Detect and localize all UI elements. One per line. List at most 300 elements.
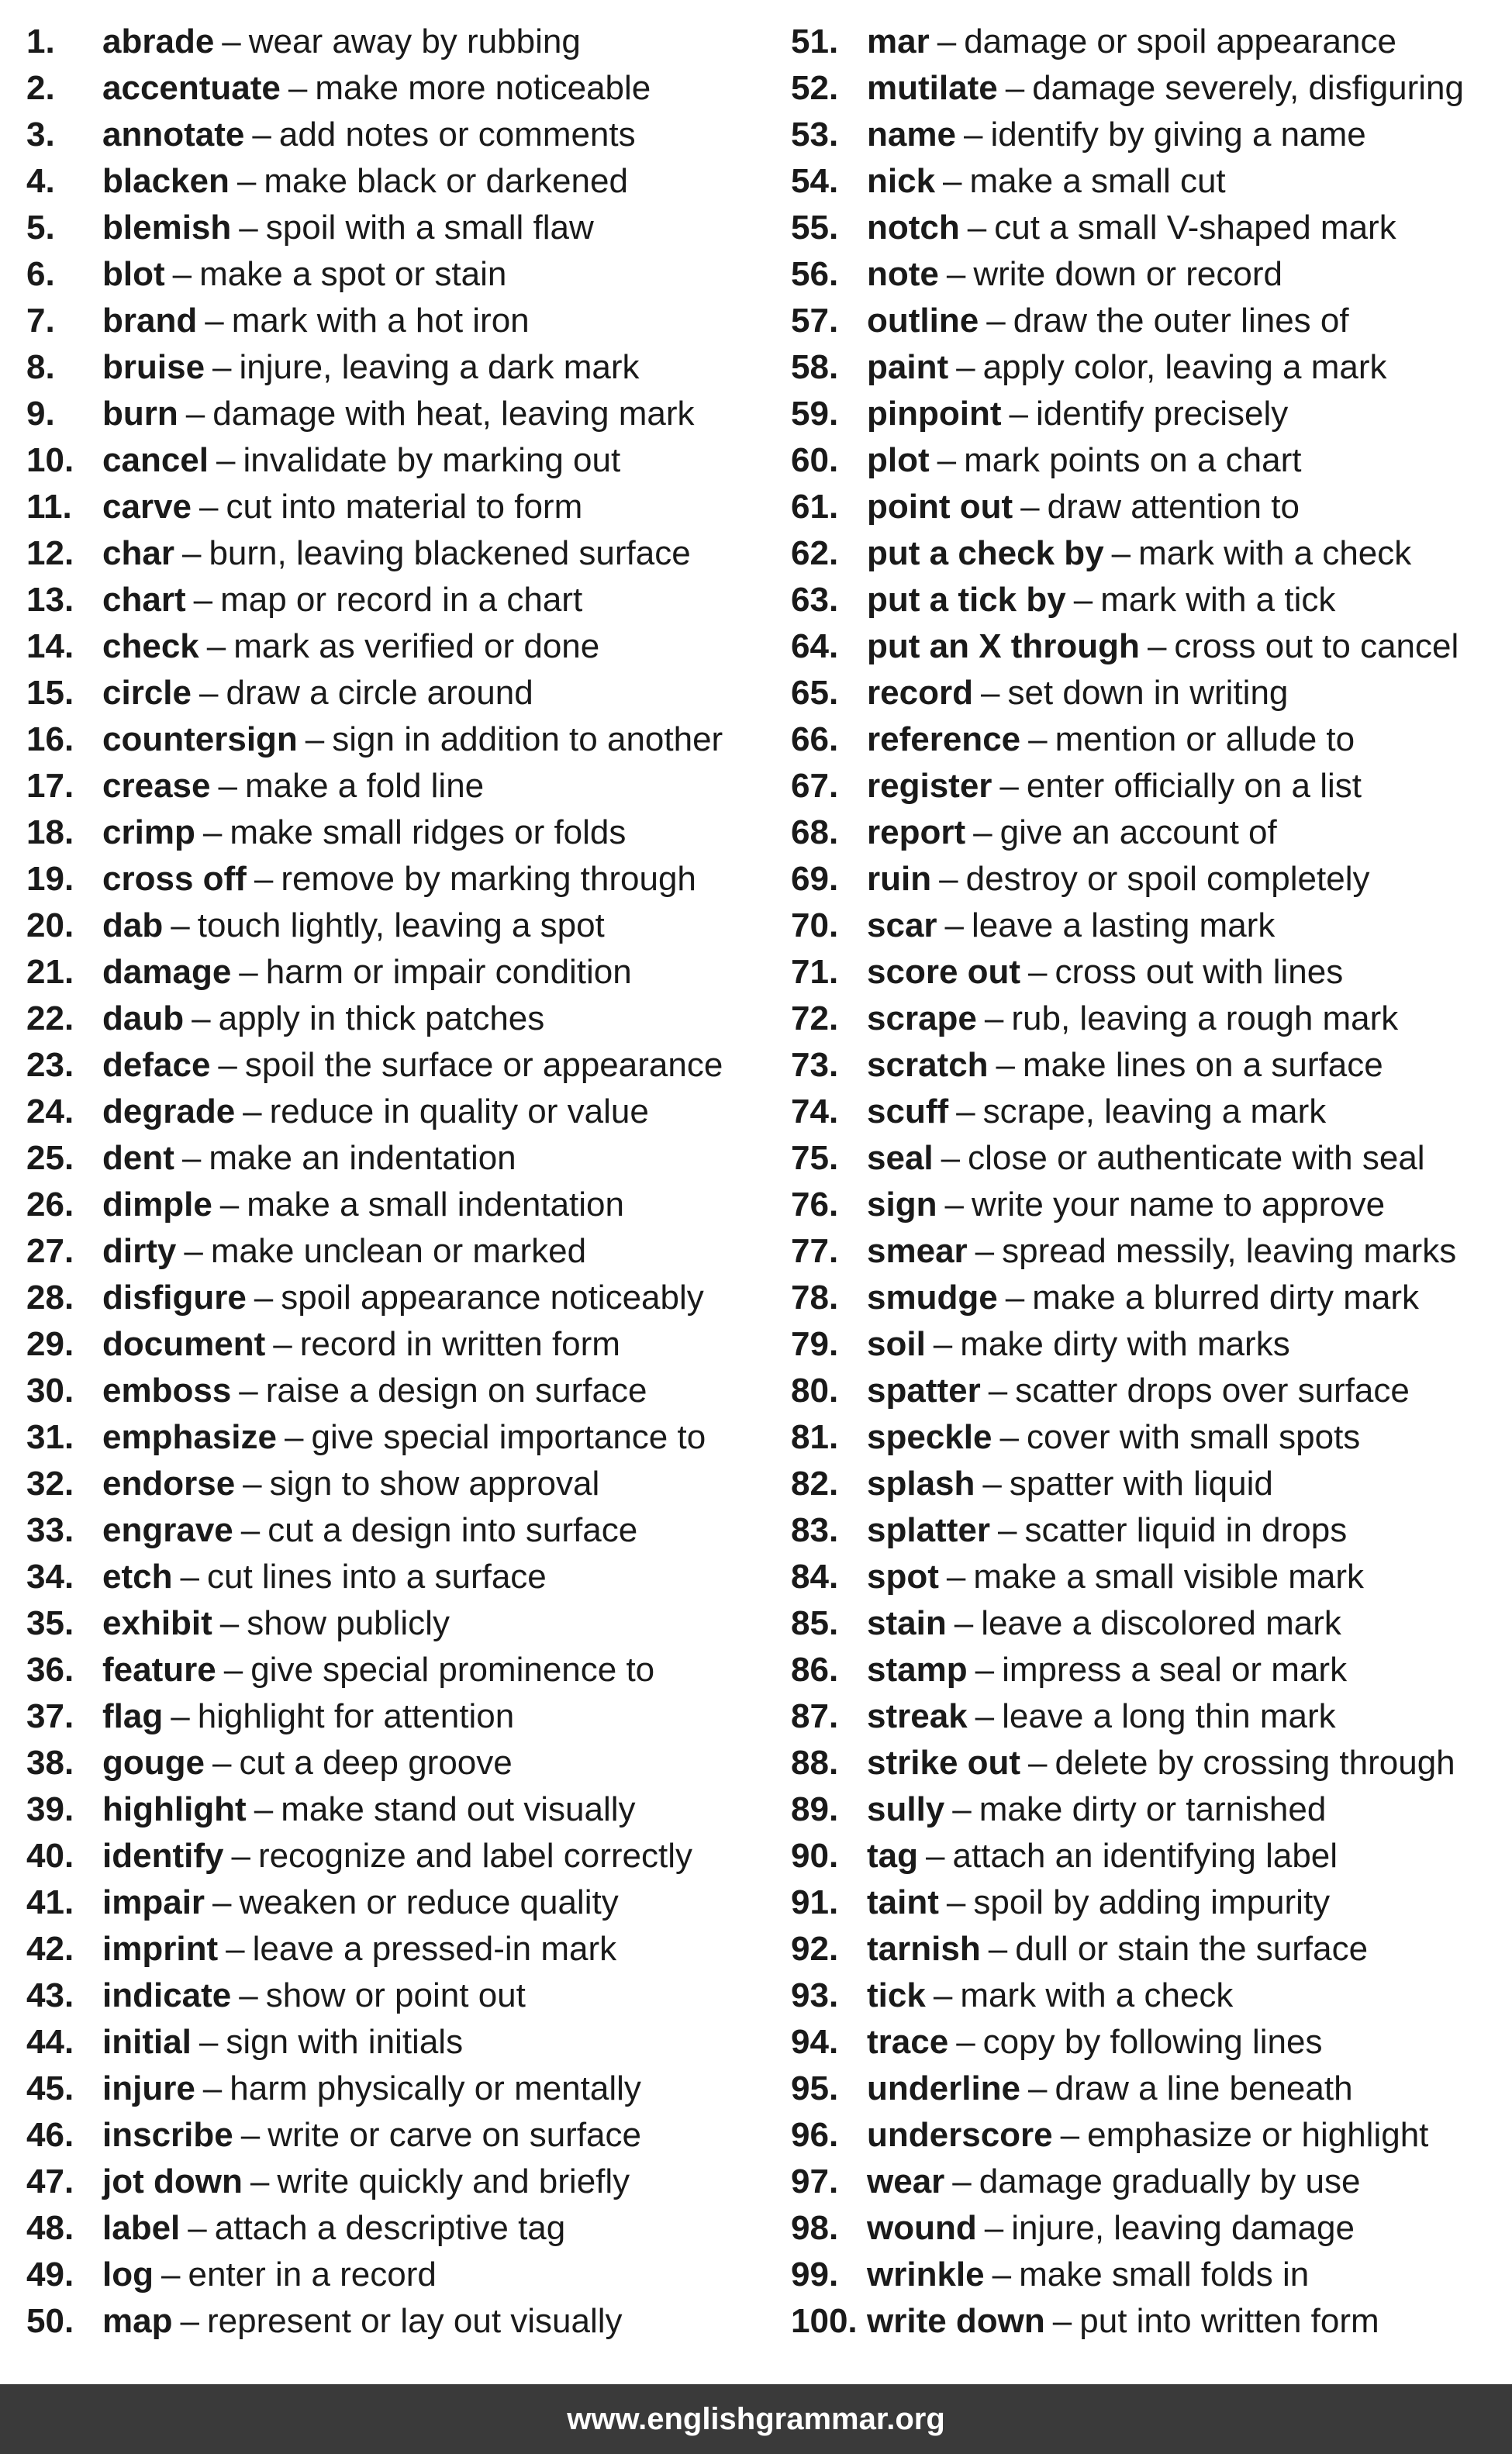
item-number: 47.: [26, 2162, 74, 2200]
item-number: 96.: [791, 2116, 839, 2154]
item-definition: damage gradually by use: [979, 2162, 1361, 2200]
item-word: flag: [102, 1697, 164, 1735]
list-item: [791, 1089, 1512, 1135]
item-word: sully: [867, 1790, 945, 1828]
list-item: [791, 437, 1512, 484]
list-item: [26, 1042, 794, 1089]
list-item: [791, 251, 1512, 298]
item-word: impair: [102, 1883, 205, 1921]
item-number: 89.: [791, 1790, 839, 1828]
item-word: taint: [867, 1883, 939, 1921]
item-definition: make lines on a surface: [1023, 1046, 1383, 1084]
list-item: [791, 484, 1512, 530]
item-definition: put into written form: [1079, 2302, 1379, 2340]
item-number: 42.: [26, 1930, 74, 1968]
item-definition: enter officially on a list: [1026, 767, 1362, 805]
item-word: reference: [867, 720, 1021, 758]
item-separator: –: [171, 906, 190, 944]
item-definition: spoil with a small flaw: [265, 209, 594, 247]
item-number: 94.: [791, 2023, 839, 2061]
list-item: [26, 716, 794, 763]
list-item: [26, 577, 794, 623]
item-separator: –: [243, 1465, 262, 1503]
item-word: accentuate: [102, 69, 281, 107]
item-word: scratch: [867, 1046, 989, 1084]
item-number: 57.: [791, 302, 839, 340]
list-item: [26, 1275, 794, 1321]
item-separator: –: [199, 488, 219, 526]
item-definition: make a small indentation: [247, 1186, 624, 1224]
item-number: 8.: [26, 348, 55, 386]
item-number: 52.: [791, 69, 839, 107]
item-separator: –: [975, 1232, 995, 1270]
item-number: 62.: [791, 534, 839, 572]
item-definition: make a small cut: [969, 162, 1226, 200]
item-separator: –: [980, 674, 1000, 712]
item-definition: sign to show approval: [269, 1465, 600, 1503]
item-definition: write quickly and briefly: [277, 2162, 630, 2200]
list-item: [791, 1368, 1512, 1414]
item-number: 65.: [791, 674, 839, 712]
item-number: 15.: [26, 674, 74, 712]
item-separator: –: [180, 1558, 199, 1596]
item-definition: spoil appearance noticeably: [281, 1279, 704, 1317]
list-item: [26, 2066, 794, 2112]
item-definition: make small ridges or folds: [230, 813, 627, 851]
item-word: dimple: [102, 1186, 212, 1224]
item-separator: –: [193, 581, 213, 619]
item-definition: delete by crossing through: [1055, 1744, 1455, 1782]
item-word: jot down: [102, 2162, 243, 2200]
list-item: [26, 1507, 794, 1554]
item-definition: cross out with lines: [1055, 953, 1344, 991]
item-separator: –: [1052, 2302, 1072, 2340]
item-word: label: [102, 2209, 181, 2247]
item-number: 21.: [26, 953, 74, 991]
item-number: 5.: [26, 209, 55, 247]
item-word: disfigure: [102, 1279, 247, 1317]
item-separator: –: [202, 2069, 223, 2107]
item-word: engrave: [102, 1511, 233, 1549]
item-word: annotate: [102, 116, 245, 154]
item-number: 44.: [26, 2023, 74, 2061]
list-item: [791, 2112, 1512, 2159]
item-definition: cut a design into surface: [268, 1511, 638, 1549]
item-word: endorse: [102, 1465, 236, 1503]
item-number: 40.: [26, 1837, 74, 1875]
item-word: wound: [867, 2209, 977, 2247]
item-word: score out: [867, 953, 1021, 991]
item-separator: –: [1020, 488, 1040, 526]
list-item: [26, 1368, 794, 1414]
item-word: underline: [867, 2069, 1021, 2107]
item-separator: –: [963, 116, 983, 154]
list-item: [26, 2019, 794, 2066]
item-word: tick: [867, 1976, 926, 2014]
item-number: 28.: [26, 1279, 74, 1317]
list-item: [791, 1042, 1512, 1089]
list-item: [26, 1461, 794, 1507]
item-word: gouge: [102, 1744, 205, 1782]
item-number: 7.: [26, 302, 55, 340]
item-word: spot: [867, 1558, 939, 1596]
item-definition: set down in writing: [1007, 674, 1289, 712]
item-number: 41.: [26, 1883, 74, 1921]
list-item: [791, 903, 1512, 949]
list-item: [791, 1507, 1512, 1554]
item-separator: –: [946, 255, 966, 293]
list-item: [26, 1228, 794, 1275]
item-word: brand: [102, 302, 198, 340]
item-separator: –: [943, 162, 962, 200]
item-number: 36.: [26, 1651, 74, 1689]
item-definition: make an indentation: [209, 1139, 516, 1177]
item-number: 81.: [791, 1418, 839, 1456]
item-definition: make black or darkened: [264, 162, 628, 200]
item-separator: –: [1060, 2116, 1080, 2154]
item-number: 74.: [791, 1092, 839, 1130]
item-word: cancel: [102, 441, 209, 479]
item-definition: impress a seal or mark: [1002, 1651, 1348, 1689]
item-separator: –: [952, 2162, 972, 2200]
item-definition: spoil by adding impurity: [973, 1883, 1331, 1921]
list-item: [26, 1135, 794, 1182]
list-item: [26, 391, 794, 437]
list-item: [791, 949, 1512, 996]
list-item: [791, 2159, 1512, 2205]
item-word: register: [867, 767, 992, 805]
item-separator: –: [997, 1511, 1017, 1549]
item-separator: –: [988, 1930, 1008, 1968]
list-item: [791, 670, 1512, 716]
item-definition: mark with a check: [960, 1976, 1234, 2014]
list-item: [791, 1182, 1512, 1228]
item-definition: make stand out visually: [281, 1790, 636, 1828]
item-number: 60.: [791, 441, 839, 479]
item-separator: –: [984, 999, 1004, 1037]
list-item: [791, 1879, 1512, 1926]
item-definition: draw the outer lines of: [1013, 302, 1349, 340]
item-word: highlight: [102, 1790, 247, 1828]
list-item: [791, 623, 1512, 670]
item-word: log: [102, 2256, 154, 2294]
item-definition: remove by marking through: [281, 860, 696, 898]
item-number: 98.: [791, 2209, 839, 2247]
list-item: [26, 344, 794, 391]
item-definition: damage with heat, leaving mark: [212, 395, 695, 433]
list-item: [791, 1973, 1512, 2019]
item-definition: mark as verified or done: [233, 627, 600, 665]
item-number: 25.: [26, 1139, 74, 1177]
item-separator: –: [184, 1232, 203, 1270]
item-number: 17.: [26, 767, 74, 805]
item-separator: –: [1028, 2069, 1048, 2107]
item-word: dent: [102, 1139, 174, 1177]
item-word: emphasize: [102, 1418, 277, 1456]
list-item: [791, 1833, 1512, 1879]
item-separator: –: [180, 2302, 199, 2340]
item-number: 50.: [26, 2302, 74, 2340]
item-number: 30.: [26, 1372, 74, 1410]
list-item: [26, 251, 794, 298]
item-definition: injure, leaving damage: [1011, 2209, 1355, 2247]
list-item: [791, 298, 1512, 344]
item-definition: make a blurred dirty mark: [1032, 1279, 1420, 1317]
item-word: tarnish: [867, 1930, 981, 1968]
item-number: 22.: [26, 999, 74, 1037]
item-word: sign: [867, 1186, 937, 1224]
item-word: nick: [867, 162, 936, 200]
item-number: 51.: [791, 22, 839, 60]
item-number: 54.: [791, 162, 839, 200]
item-number: 58.: [791, 348, 839, 386]
item-definition: show or point out: [265, 1976, 526, 2014]
item-definition: make a fold line: [244, 767, 485, 805]
item-word: note: [867, 255, 939, 293]
list-item: [26, 2205, 794, 2252]
item-number: 24.: [26, 1092, 74, 1130]
item-number: 63.: [791, 581, 839, 619]
item-definition: write or carve on surface: [268, 2116, 641, 2154]
list-item: [26, 670, 794, 716]
item-definition: cut a deep groove: [239, 1744, 513, 1782]
item-definition: invalidate by marking out: [243, 441, 621, 479]
item-definition: spoil the surface or appearance: [244, 1046, 723, 1084]
item-definition: mention or allude to: [1055, 720, 1355, 758]
item-word: speckle: [867, 1418, 992, 1456]
item-word: degrade: [102, 1092, 236, 1130]
item-word: char: [102, 534, 174, 572]
item-number: 4.: [26, 162, 55, 200]
item-definition: make dirty or tarnished: [979, 1790, 1327, 1828]
item-number: 11.: [26, 488, 72, 526]
item-number: 84.: [791, 1558, 839, 1596]
item-separator: –: [239, 1976, 258, 2014]
item-word: stain: [867, 1604, 947, 1642]
item-number: 31.: [26, 1418, 74, 1456]
item-number: 49.: [26, 2256, 74, 2294]
item-separator: –: [1147, 627, 1167, 665]
item-separator: –: [937, 22, 957, 60]
item-separator: –: [254, 1790, 274, 1828]
list-item: [791, 1740, 1512, 1786]
item-separator: –: [205, 302, 224, 340]
item-definition: apply color, leaving a mark: [982, 348, 1387, 386]
item-definition: write your name to approve: [971, 1186, 1386, 1224]
item-separator: –: [967, 209, 987, 247]
item-definition: mark with a tick: [1100, 581, 1336, 619]
item-word: dab: [102, 906, 164, 944]
item-separator: –: [973, 813, 992, 851]
list-item: [26, 1321, 794, 1368]
item-definition: identify by giving a name: [990, 116, 1366, 154]
item-separator: –: [999, 767, 1019, 805]
list-item: [26, 1600, 794, 1647]
list-item: [791, 158, 1512, 205]
item-word: scar: [867, 906, 937, 944]
item-separator: –: [198, 674, 219, 712]
item-word: countersign: [102, 720, 298, 758]
item-number: 12.: [26, 534, 74, 572]
item-number: 1.: [26, 22, 55, 60]
list-item: [791, 809, 1512, 856]
item-separator: –: [933, 1325, 953, 1363]
list-item: [791, 996, 1512, 1042]
list-item: [26, 484, 794, 530]
item-number: 86.: [791, 1651, 839, 1689]
item-separator: –: [952, 1790, 972, 1828]
item-number: 92.: [791, 1930, 839, 1968]
item-separator: –: [239, 1372, 258, 1410]
item-definition: touch lightly, leaving a spot: [197, 906, 605, 944]
item-number: 87.: [791, 1697, 839, 1735]
list-item: [791, 2252, 1512, 2298]
item-number: 45.: [26, 2069, 74, 2107]
item-word: outline: [867, 302, 979, 340]
footer-banner: [0, 2384, 1512, 2454]
item-number: 55.: [791, 209, 839, 247]
item-number: 93.: [791, 1976, 839, 2014]
item-number: 3.: [26, 116, 55, 154]
item-number: 39.: [26, 1790, 74, 1828]
item-word: point out: [867, 488, 1013, 526]
item-definition: burn, leaving blackened surface: [209, 534, 691, 572]
item-separator: –: [161, 2256, 181, 2294]
item-word: blacken: [102, 162, 230, 200]
list-item: [791, 1414, 1512, 1461]
item-word: put a check by: [867, 534, 1104, 572]
item-word: etch: [102, 1558, 173, 1596]
item-number: 90.: [791, 1837, 839, 1875]
list-item: [26, 112, 794, 158]
item-word: put a tick by: [867, 581, 1066, 619]
item-word: wear: [867, 2162, 945, 2200]
item-definition: apply in thick patches: [218, 999, 545, 1037]
item-number: 2.: [26, 69, 55, 107]
item-number: 97.: [791, 2162, 839, 2200]
list-item: [791, 19, 1512, 65]
item-number: 14.: [26, 627, 74, 665]
item-word: daub: [102, 999, 185, 1037]
item-separator: –: [284, 1418, 304, 1456]
item-separator: –: [212, 1744, 232, 1782]
item-separator: –: [956, 348, 975, 386]
item-definition: cover with small spots: [1026, 1418, 1361, 1456]
item-definition: represent or lay out visually: [206, 2302, 623, 2340]
item-word: initial: [102, 2023, 192, 2061]
item-number: 32.: [26, 1465, 74, 1503]
item-definition: give an account of: [999, 813, 1277, 851]
list-item: [26, 856, 794, 903]
item-word: stamp: [867, 1651, 968, 1689]
item-word: document: [102, 1325, 266, 1363]
item-number: 75.: [791, 1139, 839, 1177]
item-word: check: [102, 627, 199, 665]
item-separator: –: [254, 860, 274, 898]
item-separator: –: [212, 1883, 232, 1921]
item-definition: destroy or spoil completely: [965, 860, 1370, 898]
item-definition: harm physically or mentally: [230, 2069, 641, 2107]
list-item: [791, 1693, 1512, 1740]
list-item: [791, 344, 1512, 391]
item-word: seal: [867, 1139, 934, 1177]
item-word: abrade: [102, 22, 215, 60]
list-item: [26, 1973, 794, 2019]
item-number: 16.: [26, 720, 74, 758]
item-number: 23.: [26, 1046, 74, 1084]
item-word: record: [867, 674, 973, 712]
item-definition: cut into material to form: [226, 488, 583, 526]
item-separator: –: [223, 1651, 243, 1689]
item-definition: record in written form: [299, 1325, 620, 1363]
item-definition: make dirty with marks: [960, 1325, 1290, 1363]
item-definition: close or authenticate with seal: [968, 1139, 1425, 1177]
item-separator: –: [1028, 720, 1048, 758]
list-item: [26, 2159, 794, 2205]
item-separator: –: [254, 1279, 274, 1317]
item-separator: –: [1028, 953, 1048, 991]
list-item: [791, 2019, 1512, 2066]
item-separator: –: [954, 1604, 974, 1642]
item-word: underscore: [867, 2116, 1053, 2154]
item-number: 61.: [791, 488, 839, 526]
item-definition: identify precisely: [1035, 395, 1289, 433]
list-item: [26, 1740, 794, 1786]
item-definition: injure, leaving a dark mark: [239, 348, 640, 386]
item-word: notch: [867, 209, 960, 247]
item-separator: –: [202, 813, 223, 851]
item-definition: make a spot or stain: [199, 255, 507, 293]
left-column: [26, 19, 794, 2345]
item-separator: –: [982, 1465, 1002, 1503]
item-definition: dull or stain the surface: [1015, 1930, 1369, 1968]
item-number: 95.: [791, 2069, 839, 2107]
item-definition: scatter drops over surface: [1015, 1372, 1410, 1410]
list-item: [791, 716, 1512, 763]
item-word: splatter: [867, 1511, 990, 1549]
list-item: [26, 298, 794, 344]
list-item: [791, 205, 1512, 251]
item-definition: reduce in quality or value: [269, 1092, 649, 1130]
item-separator: –: [240, 1511, 261, 1549]
item-word: bruise: [102, 348, 205, 386]
item-word: ruin: [867, 860, 932, 898]
item-word: put an X through: [867, 627, 1140, 665]
item-definition: cut lines into a surface: [206, 1558, 547, 1596]
item-number: 59.: [791, 395, 839, 433]
item-separator: –: [218, 1046, 237, 1084]
item-definition: recognize and label correctly: [257, 1837, 693, 1875]
item-word: inscribe: [102, 2116, 233, 2154]
list-item: [791, 1135, 1512, 1182]
item-number: 88.: [791, 1744, 839, 1782]
item-word: indicate: [102, 1976, 232, 2014]
item-number: 56.: [791, 255, 839, 293]
item-number: 34.: [26, 1558, 74, 1596]
item-word: burn: [102, 395, 178, 433]
item-word: mutilate: [867, 69, 998, 107]
item-number: 53.: [791, 116, 839, 154]
list-item: [26, 1554, 794, 1600]
item-definition: give special importance to: [311, 1418, 706, 1456]
item-number: 18.: [26, 813, 74, 851]
item-word: crimp: [102, 813, 195, 851]
item-definition: sign with initials: [226, 2023, 464, 2061]
item-number: 100.: [791, 2302, 858, 2340]
item-word: crease: [102, 767, 211, 805]
item-separator: –: [219, 1186, 240, 1224]
item-definition: damage or spoil appearance: [964, 22, 1396, 60]
